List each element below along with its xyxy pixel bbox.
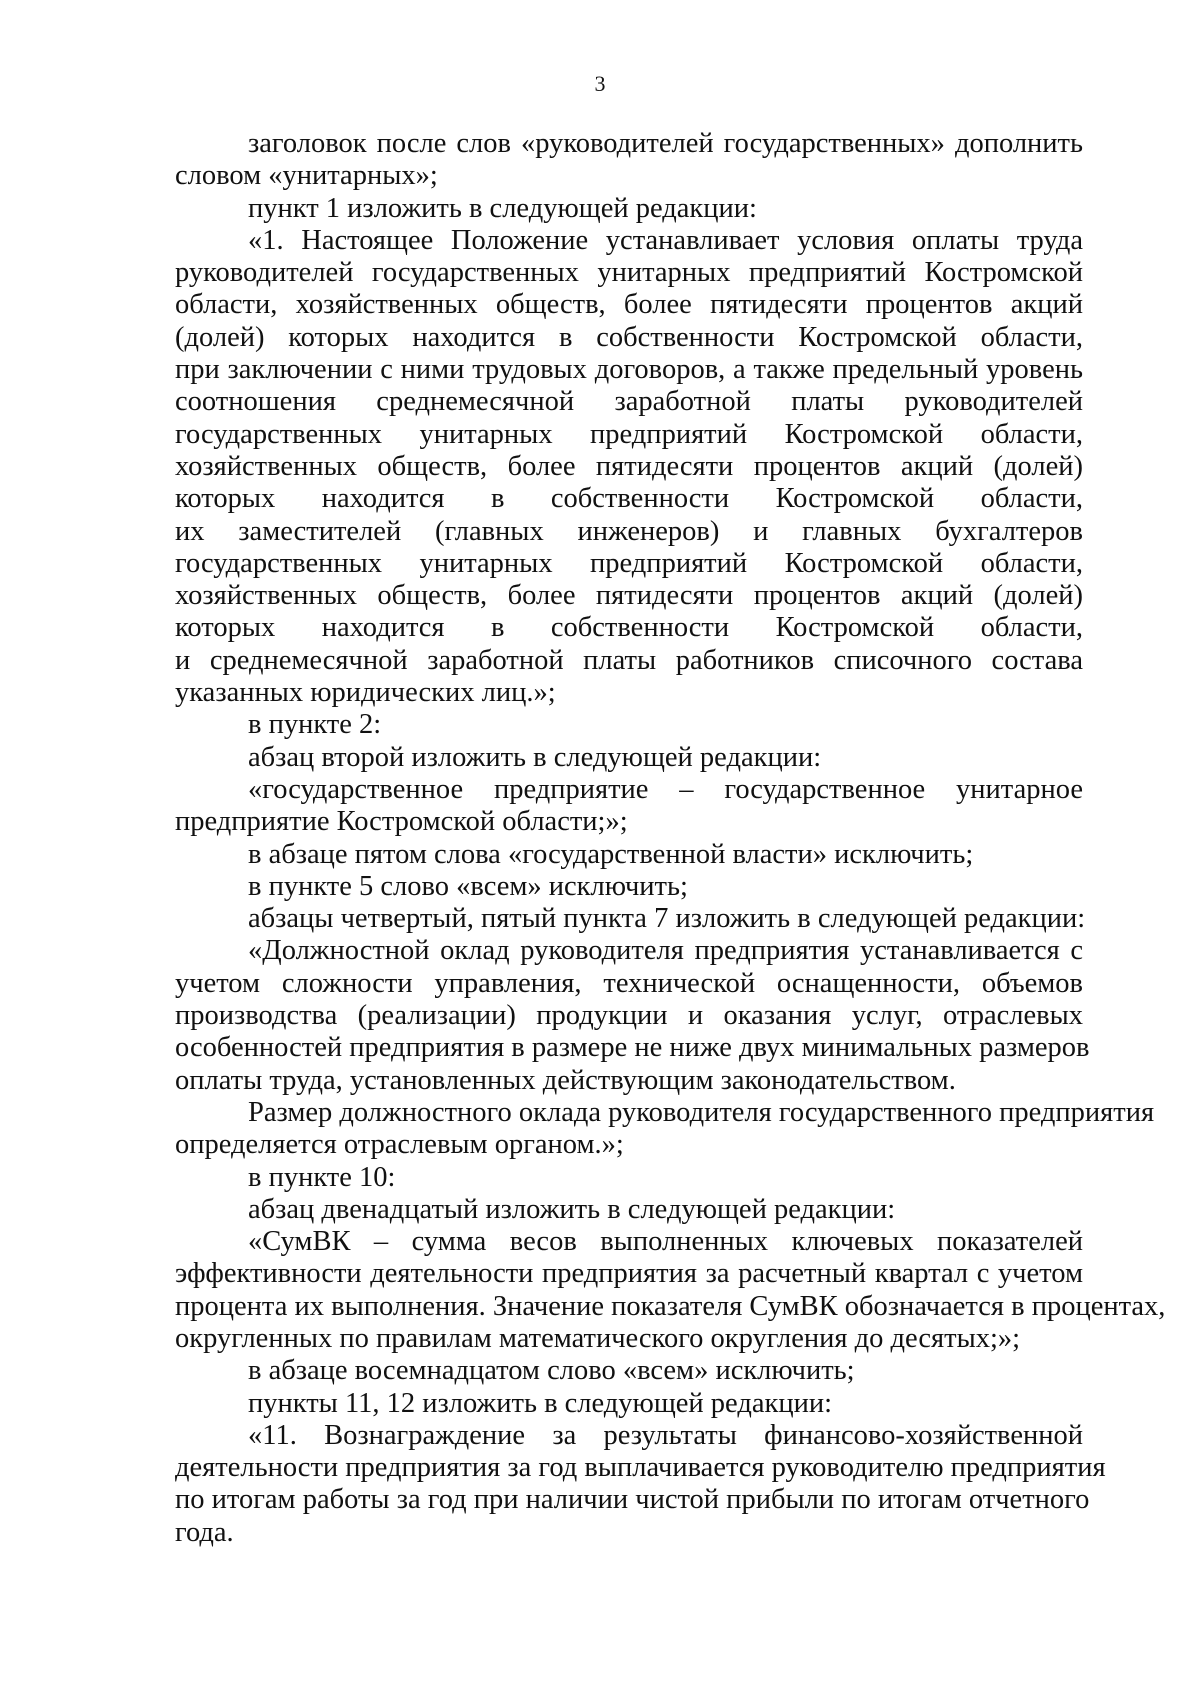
text-line: округленных по правилам математического округления до десятых;»;	[175, 1322, 1021, 1354]
text-line: Размер должностного оклада руководителя государственного предприятия	[248, 1096, 1155, 1128]
text-line: пункты 11, 12 изложить в следующей редакции:	[248, 1387, 832, 1419]
text-line: хозяйственных обществ, более пятидесяти процентов акций (долей)	[175, 450, 1083, 482]
paragraph	[175, 193, 1083, 225]
paragraph	[175, 1355, 1083, 1387]
text-line: которых находится в собственности Костромской области,	[175, 612, 1083, 644]
text-line: «государственное предприятие – государственное унитарное	[248, 773, 1083, 805]
text-line: их заместителей (главных инженеров) и главных бухгалтеров	[175, 515, 1083, 547]
paragraph	[175, 225, 1083, 709]
text-line: государственных унитарных предприятий Костромской области,	[175, 547, 1083, 579]
text-line: руководителей государственных унитарных предприятий Костромской	[175, 257, 1083, 289]
document-body	[175, 128, 1166, 1549]
text-line: производства (реализации) продукции и оказания услуг, отраслевых	[175, 1000, 1083, 1032]
text-line: эффективности деятельности предприятия за расчетный квартал с учетом	[175, 1258, 1083, 1290]
text-line: по итогам работы за год при наличии чистой прибыли по итогам отчетного	[175, 1484, 1090, 1516]
text-line: соотношения среднемесячной заработной платы руководителей	[175, 386, 1083, 418]
paragraph	[175, 903, 1086, 935]
text-line: государственных унитарных предприятий Костромской области,	[175, 418, 1083, 450]
text-line: заголовок после слов «руководителей государственных» дополнить	[248, 128, 1083, 159]
paragraph	[175, 1162, 1083, 1194]
text-line: предприятие Костромской области;»;	[175, 806, 628, 838]
paragraph	[175, 1226, 1166, 1355]
paragraph	[175, 935, 1090, 1096]
text-line: «11. Вознаграждение за результаты финансово-хозяйственной	[248, 1419, 1083, 1451]
text-line: деятельности предприятия за год выплачивается руководителю предприятия	[175, 1452, 1106, 1484]
text-line: абзацы четвертый, пятый пункта 7 изложить в следующей редакции:	[248, 903, 1086, 935]
text-line: указанных юридических лиц.»;	[175, 677, 556, 709]
text-line: в абзаце пятом слова «государственной власти» исключить;	[248, 838, 974, 870]
text-line: области, хозяйственных обществ, более пятидесяти процентов акций	[175, 289, 1083, 321]
paragraph	[175, 839, 1083, 871]
text-line: которых находится в собственности Костромской области,	[175, 483, 1083, 515]
text-line: при заключении с ними трудовых договоров, а также предельный уровень	[175, 354, 1083, 386]
text-line: абзац второй изложить в следующей редакции:	[248, 741, 822, 773]
text-line: абзац двенадцатый изложить в следующей редакции:	[248, 1193, 896, 1225]
text-line: и среднемесячной заработной платы работников списочного состава	[175, 644, 1083, 676]
text-line: процента их выполнения. Значение показателя СумВК обозначается в процентах,	[175, 1290, 1166, 1322]
paragraph	[175, 709, 1083, 741]
text-line: хозяйственных обществ, более пятидесяти процентов акций (долей)	[175, 580, 1083, 612]
text-line: в пункте 5 слово «всем» исключить;	[248, 870, 688, 902]
text-line: особенностей предприятия в размере не ниже двух минимальных размеров	[175, 1032, 1090, 1064]
text-line: оплаты труда, установленных действующим законодательством.	[175, 1064, 956, 1096]
text-line: в абзаце восемнадцатом слово «всем» исключить;	[248, 1355, 855, 1387]
text-line: в пункте 2:	[248, 709, 382, 741]
paragraph	[175, 1388, 1083, 1420]
paragraph	[175, 1096, 1155, 1162]
text-line: года.	[175, 1516, 234, 1548]
text-line: пункт 1 изложить в следующей редакции:	[248, 192, 757, 224]
text-line: «Должностной оклад руководителя предприятия устанавливается с	[248, 935, 1083, 967]
paragraph	[175, 1194, 1083, 1226]
text-line: учетом сложности управления, технической оснащенности, объемов	[175, 967, 1083, 999]
text-line: (долей) которых находится в собственности Костромской области,	[175, 321, 1083, 353]
paragraph	[175, 774, 1083, 839]
text-line: в пункте 10:	[248, 1161, 396, 1193]
paragraph	[175, 1419, 1106, 1549]
page-number: 3	[594, 71, 606, 96]
text-line: определяется отраслевым органом.»;	[175, 1129, 624, 1161]
paragraph	[175, 128, 1083, 193]
text-line: словом «унитарных»;	[175, 160, 438, 192]
text-line: «СумВК – сумма весов выполненных ключевых показателей	[248, 1226, 1083, 1258]
text-line: «1. Настоящее Положение устанавливает условия оплаты труда	[248, 224, 1083, 256]
paragraph	[175, 742, 1083, 774]
paragraph	[175, 871, 1083, 903]
